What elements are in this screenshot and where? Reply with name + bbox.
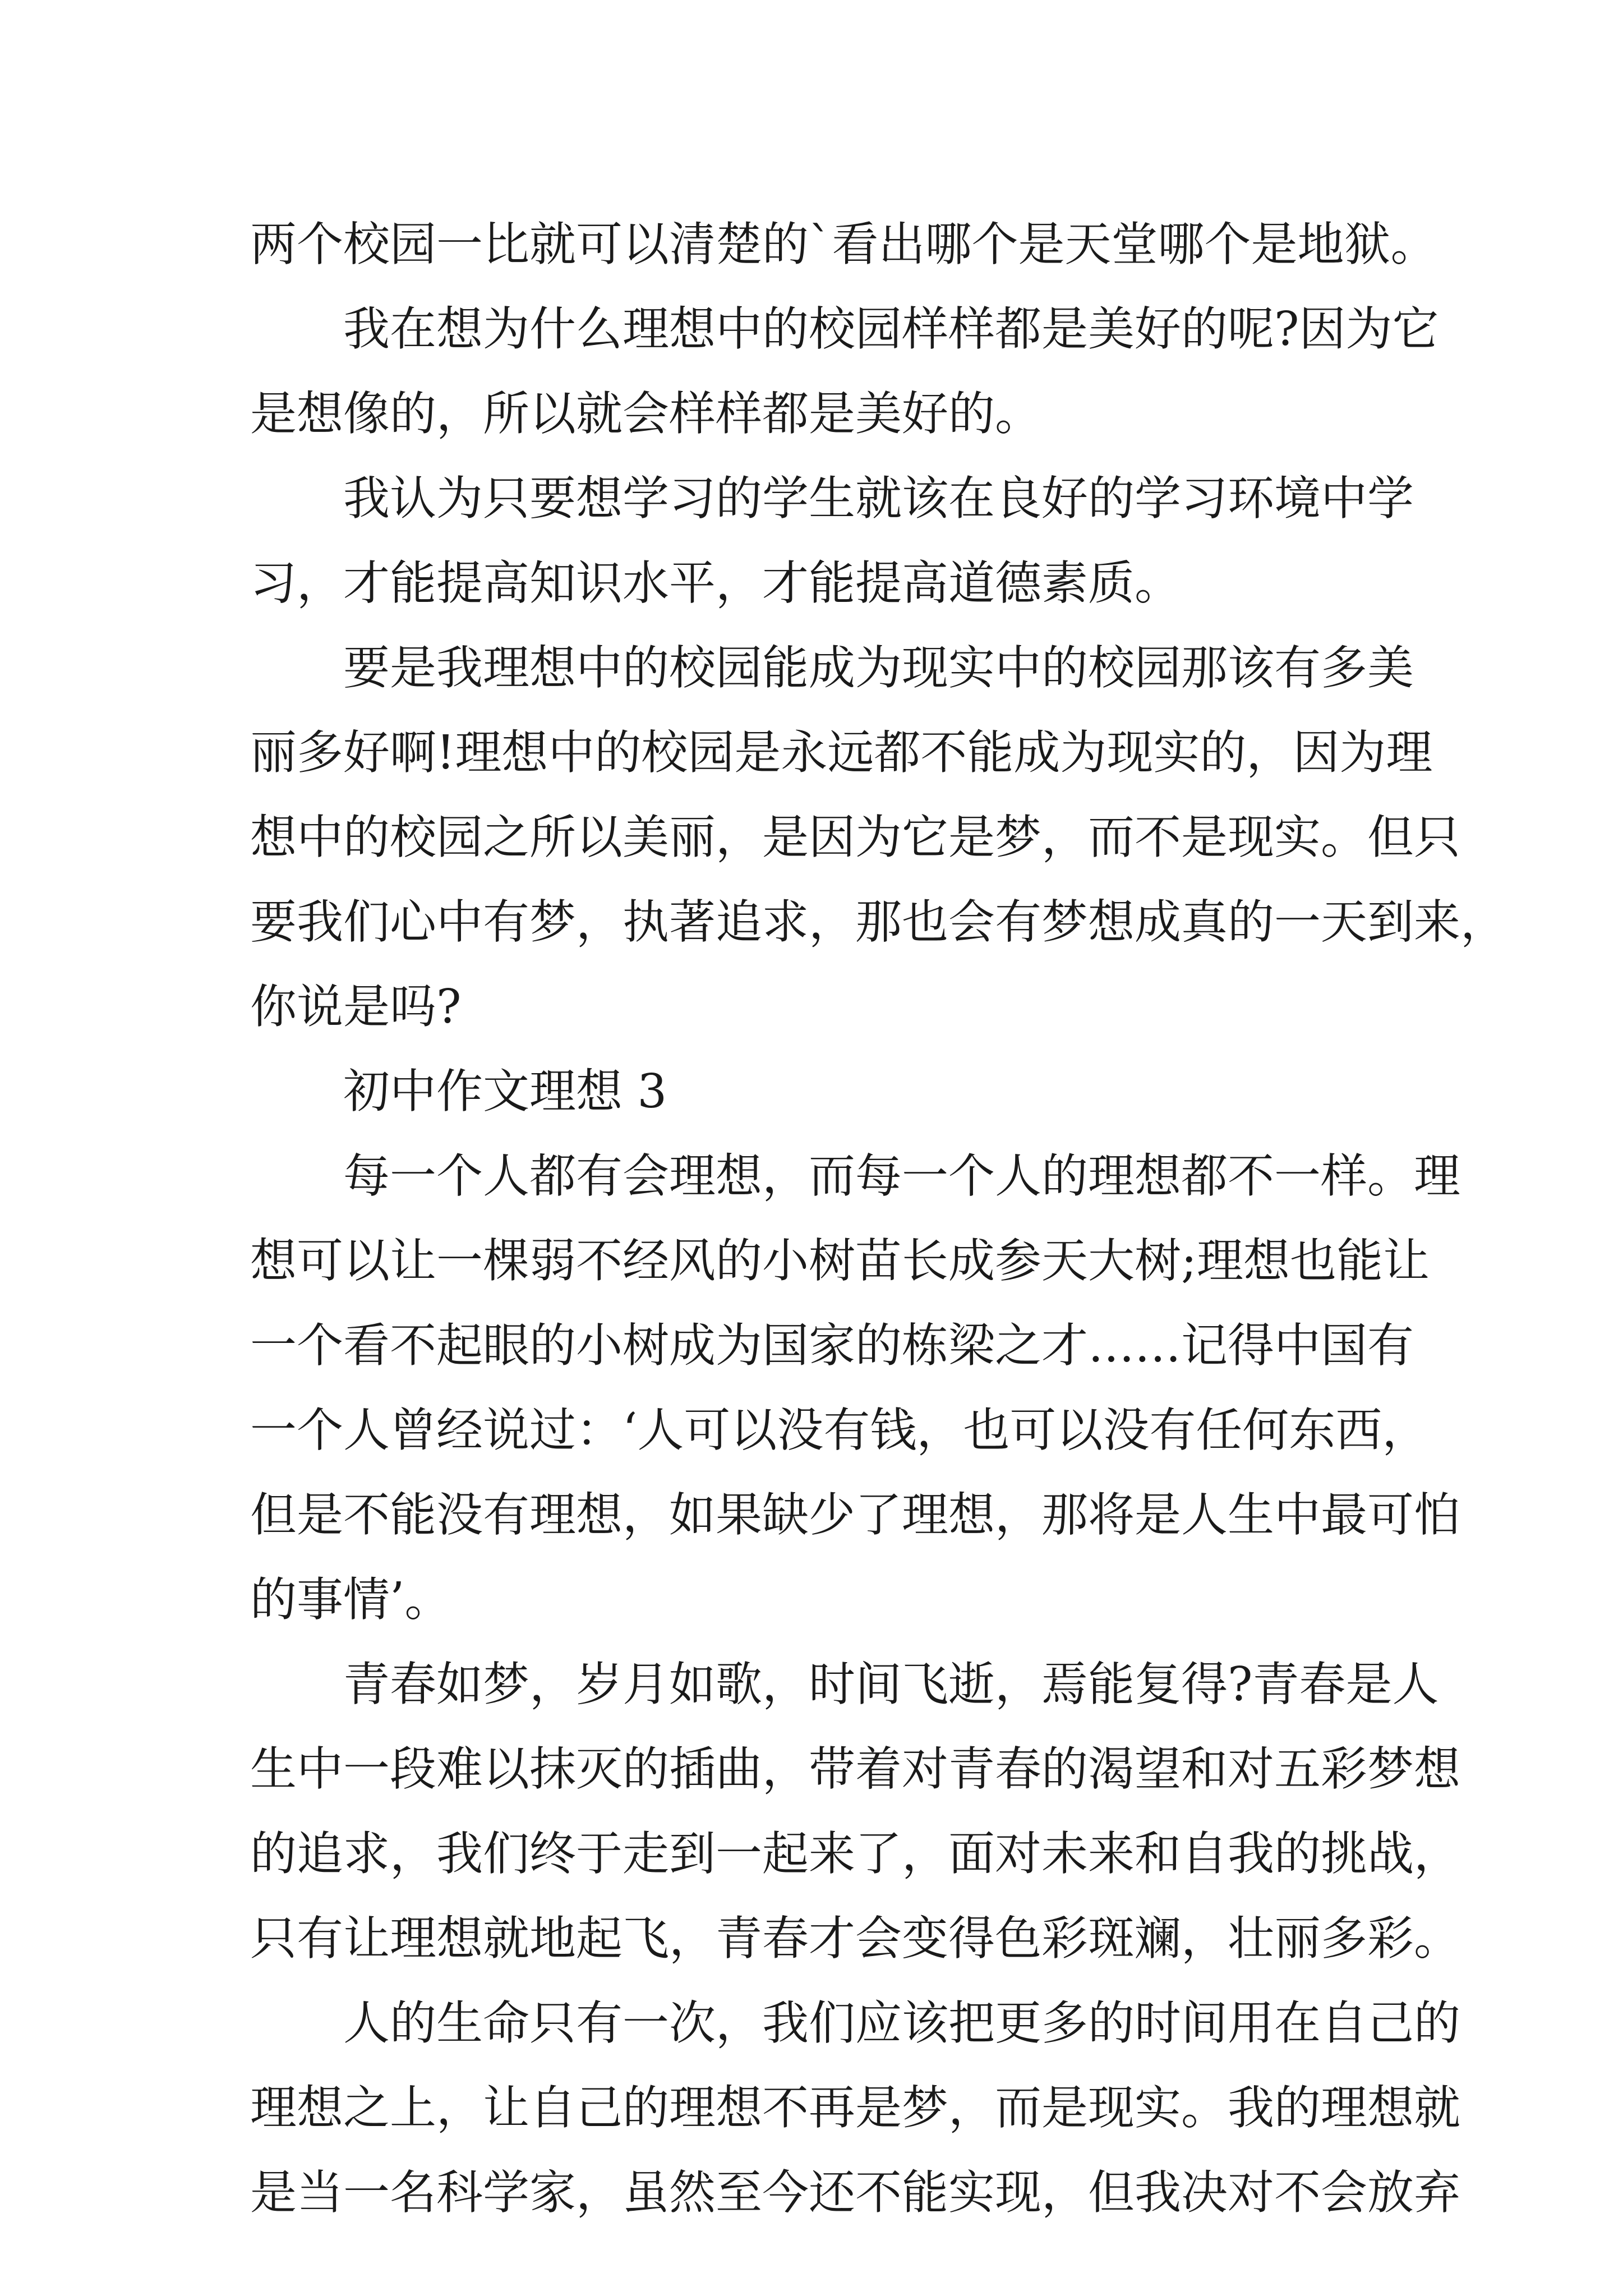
text-line: 想中的校园之所以美丽，是因为它是梦，而不是现实。但只 xyxy=(250,810,1460,864)
text-line: 两个校园一比就可以清楚的`看出哪个是天堂哪个是地狱。 xyxy=(250,217,1437,272)
text-line: 理想之上，让自己的理想不再是梦，而是现实。我的理想就 xyxy=(250,2081,1460,2135)
text-line: 但是不能没有理想，如果缺少了理想，那将是人生中最可怕 xyxy=(250,1488,1460,1542)
text-line: 只有让理想就地起飞，青春才会变得色彩斑斓，壮丽多彩。 xyxy=(250,1911,1460,1966)
text-line: 要是我理想中的校园能成为现实中的校园那该有多美 xyxy=(343,641,1414,695)
text-line: 想可以让一棵弱不经风的小树苗长成参天大树;理想也能让 xyxy=(250,1234,1430,1288)
text-line: 生中一段难以抹灭的插曲，带着对青春的渴望和对五彩梦想 xyxy=(250,1742,1460,1796)
text-line: 我认为只要想学习的学生就该在良好的学习环境中学 xyxy=(343,471,1414,526)
text-line: 要我们心中有梦，执著追求，那也会有梦想成真的一天到来， xyxy=(250,895,1507,949)
text-line: 丽多好啊!理想中的校园是永远都不能成为现实的，因为理 xyxy=(250,725,1433,780)
text-line: 我在想为什么理想中的校园样样都是美好的呢?因为它 xyxy=(343,302,1439,356)
text-line: 的追求，我们终于走到一起来了，面对未来和自我的挑战， xyxy=(250,1826,1460,1881)
text-line: 一个看不起眼的小树成为国家的栋梁之才……记得中国有 xyxy=(250,1318,1414,1373)
text-line: 每一个人都有会理想，而每一个人的理想都不一样。理 xyxy=(343,1149,1460,1203)
text-line: 你说是吗? xyxy=(250,979,462,1034)
text-line: 是当一名科学家，虽然至今还不能实现，但我决对不会放弃 xyxy=(250,2165,1460,2220)
text-line: 是想像的，所以就会样样都是美好的。 xyxy=(250,386,1041,441)
text-line: 人的生命只有一次，我们应该把更多的时间用在自己的 xyxy=(343,1996,1460,2050)
text-line: 一个人曾经说过：‘人可以没有钱，也可以没有任何东西， xyxy=(250,1403,1429,1457)
text-line: 青春如梦，岁月如歌，时间飞逝，焉能复得?青春是人 xyxy=(343,1657,1439,1711)
section-heading: 初中作文理想 3 xyxy=(343,1064,667,1119)
essay-body xyxy=(250,202,1507,2235)
text-line: 习，才能提高知识水平，才能提高道德素质。 xyxy=(250,556,1181,610)
text-line: 的事情’。 xyxy=(250,1572,451,1627)
